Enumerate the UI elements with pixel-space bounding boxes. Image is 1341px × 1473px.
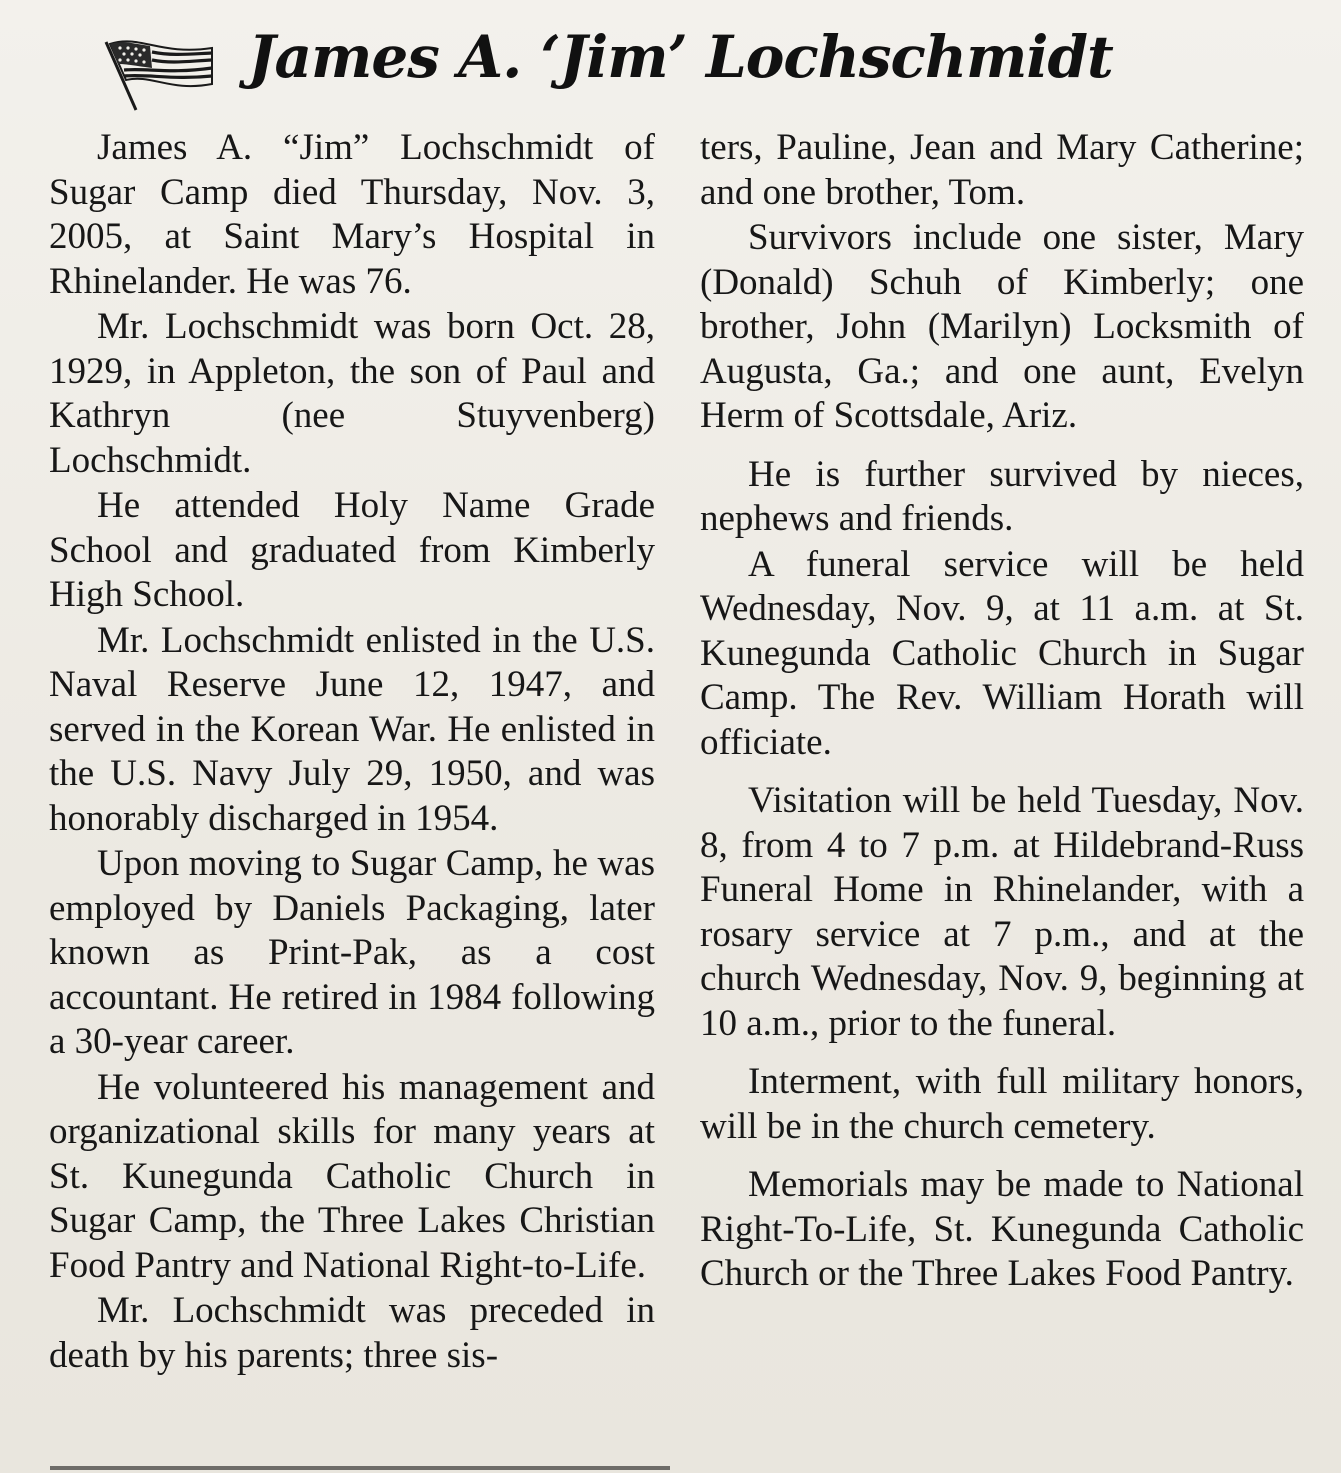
paragraph-birth: Mr. Lochschmidt was born Oct. 28, 1929, in Appleton, the son of Paul and Kathryn (nee Stuyvenberg) Lochschmidt. bbox=[49, 306, 655, 481]
obituary-title: James A. ‘Jim’ Lochschmidt bbox=[248, 23, 1113, 91]
paragraph-preceded-in-death: Mr. Lochschmidt was preceded in death by his parents; three sis- bbox=[49, 1290, 655, 1376]
paragraph-volunteering: He volunteered his management and organizational skills for many years at St. Kunegunda Catholic Church in Sugar Camp, the Three Lakes Christian Food Pantry and National Right-to-Life. bbox=[49, 1066, 655, 1286]
paragraph-preceded-continued: ters, Pauline, Jean and Mary Catherine; and one brother, Tom. bbox=[700, 127, 1304, 213]
headline bbox=[0, 14, 1341, 114]
paragraph-funeral-service: A funeral service will be held Wednesday, Nov. 9, at 11 a.m. at St. Kunegunda Catholic Church in Sugar Camp. The Rev. William Horath will officiate. bbox=[700, 543, 1304, 763]
right-column bbox=[700, 126, 1304, 1297]
paragraph-death-notice: James A. “Jim” Lochschmidt of Sugar Camp died Thursday, Nov. 3, 2005, at Saint Mary’s Hospital in Rhinelander. He was 76. bbox=[49, 127, 655, 302]
paragraph-career: Upon moving to Sugar Camp, he was employed by Daniels Packaging, later known as Print-Pak, as a cost accountant. He retired in 1984 following a 30-year career. bbox=[49, 843, 655, 1062]
paragraph-further-survived: He is further survived by nieces, nephews and friends. bbox=[700, 453, 1304, 539]
paragraph-survivors: Survivors include one sister, Mary (Donald) Schuh of Kimberly; one brother, John (Marilyn) Locksmith of Augusta, Ga.; and one aunt, Evelyn Herm of Scottsdale, Ariz. bbox=[700, 217, 1304, 436]
paragraph-interment: Interment, with full military honors, will be in the church cemetery. bbox=[700, 1061, 1304, 1147]
bottom-divider bbox=[50, 1466, 670, 1470]
left-column bbox=[49, 126, 655, 1378]
paragraph-military-service: Mr. Lochschmidt enlisted in the U.S. Naval Reserve June 12, 1947, and served in the Korean War. He enlisted in the U.S. Navy July 29, 1950, and was honorably discharged in 1954. bbox=[49, 619, 655, 839]
paragraph-visitation: Visitation will be held Tuesday, Nov. 8, from 4 to 7 p.m. at Hildebrand-Russ Funeral Home in Rhinelander, with a rosary service at 7 p.m., and at the church Wednesday, Nov. 9, beginning at 10 a.m., prior to the funeral. bbox=[700, 780, 1304, 1044]
american-flag-icon bbox=[100, 34, 218, 112]
paragraph-education: He attended Holy Name Grade School and graduated from Kimberly High School. bbox=[49, 485, 655, 615]
paragraph-memorials: Memorials may be made to National Right-To-Life, St. Kunegunda Catholic Church or the Three Lakes Food Pantry. bbox=[700, 1164, 1304, 1294]
